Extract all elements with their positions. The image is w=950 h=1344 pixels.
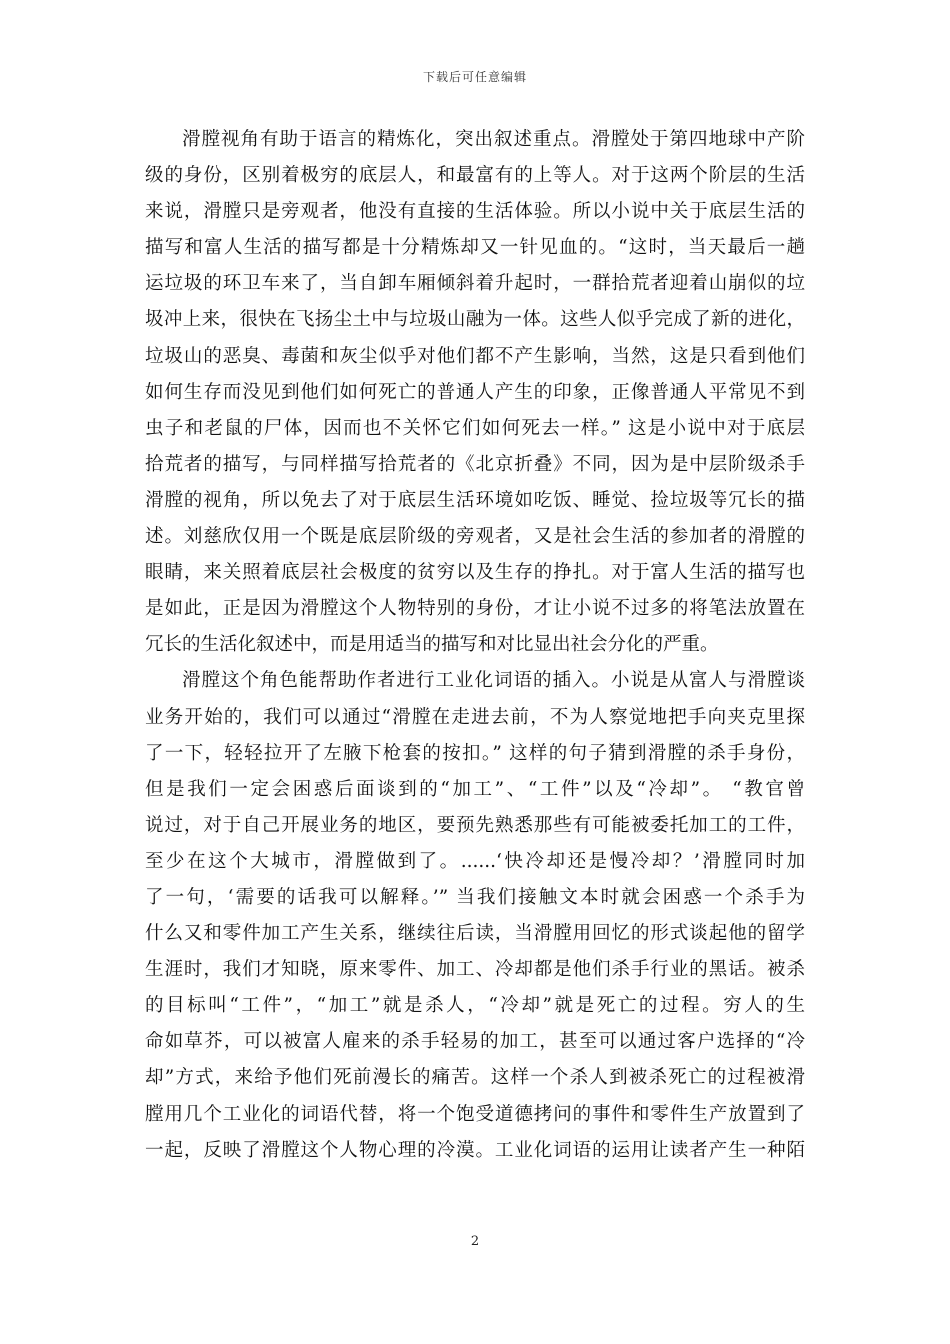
page-number: 2 xyxy=(470,1234,480,1249)
paragraph-2 xyxy=(145,663,805,1168)
page-header: 下载后可任意编辑 xyxy=(422,70,527,84)
text-line: 级的身份，区别着极穷的底层人，和最富有的上等人。对于这两个阶层的生活 xyxy=(145,165,805,187)
text-line: 圾冲上来，很快在飞扬尘土中与垃圾山融为一体。这些人似乎完成了新的进化， xyxy=(145,309,805,331)
text-line: 如何生存而没见到他们如何死亡的普通人产生的印象，正像普通人平常见不到 xyxy=(145,381,805,403)
text-line: 虫子和老鼠的尸体，因而也不关怀它们如何死去一样。” 这是小说中对于底层 xyxy=(145,417,805,439)
text-line: 拾荒者的描写，与同样描写拾荒者的《北京折叠》不同，因为是中层阶级杀手 xyxy=(145,453,805,475)
text-line: 滑膛的视角，所以免去了对于底层生活环境如吃饭、睡觉、捡垃圾等冗长的描 xyxy=(145,489,805,511)
text-line: 冗长的生活化叙述中，而是用适当的描写和对比显出社会分化的严重。 xyxy=(145,634,719,656)
text-line: 了一句，‘需要的话我可以解释。’” 当我们接触文本时就会困惑一个杀手为 xyxy=(145,886,805,908)
text-line: 至少在这个大城市，滑膛做到了。......‘快冷却还是慢冷却？’滑膛同时加 xyxy=(145,850,805,872)
text-line: 了一下，轻轻拉开了左腋下枪套的按扣。” 这样的句子猜到滑膛的杀手身份， xyxy=(145,742,805,764)
text-line: 的目标叫“工件”，“加工”就是杀人，“冷却”就是死亡的过程。穷人的生 xyxy=(145,995,805,1017)
text-line: 生涯时，我们才知晓，原来零件、加工、冷却都是他们杀手行业的黑话。被杀 xyxy=(145,959,805,981)
text-line: 业务开始的，我们可以通过“滑膛在走进去前，不为人察觉地把手向夹克里探 xyxy=(145,706,805,728)
text-line: 眼睛，来关照着底层社会极度的贫穷以及生存的挣扎。对于富人生活的描写也 xyxy=(145,562,805,584)
text-line: 但是我们一定会困惑后面谈到的“加工”、“工件”以及“冷却”。 “教官曾 xyxy=(145,778,805,800)
paragraph-1 xyxy=(145,122,805,663)
text-line: 说过，对于自己开展业务的地区，要预先熟悉那些有可能被委托加工的工件， xyxy=(145,814,805,836)
text-line: 一起，反映了滑膛这个人物心理的冷漠。工业化词语的运用让读者产生一种陌 xyxy=(145,1139,805,1161)
text-line: 滑膛这个角色能帮助作者进行工业化词语的插入。小说是从富人与滑膛谈 xyxy=(182,670,805,692)
text-line: 什么又和零件加工产生关系，继续往后读，当滑膛用回忆的形式谈起他的留学 xyxy=(145,923,805,945)
text-line: 命如草芥，可以被富人雇来的杀手轻易的加工，甚至可以通过客户选择的“冷 xyxy=(145,1031,805,1053)
text-line: 垃圾山的恶臭、毒菌和灰尘似乎对他们都不产生影响，当然，这是只看到他们 xyxy=(145,345,805,367)
text-line: 膛用几个工业化的词语代替，将一个饱受道德拷问的事件和零件生产放置到了 xyxy=(145,1103,805,1125)
text-line: 描写和富人生活的描写都是十分精炼却又一针见血的。“这时，当天最后一趟 xyxy=(145,237,805,259)
text-line: 却”方式，来给予他们死前漫长的痛苦。这样一个杀人到被杀死亡的过程被滑 xyxy=(145,1067,805,1089)
text-line: 运垃圾的环卫车来了，当自卸车厢倾斜着升起时，一群拾荒者迎着山崩似的垃 xyxy=(145,273,805,295)
document-body xyxy=(145,122,805,1169)
text-line: 是如此，正是因为滑膛这个人物特别的身份，才让小说不过多的将笔法放置在 xyxy=(145,598,805,620)
text-line: 来说，滑膛只是旁观者，他没有直接的生活体验。所以小说中关于底层生活的 xyxy=(145,201,805,223)
text-line: 滑膛视角有助于语言的精炼化，突出叙述重点。滑膛处于第四地球中产阶 xyxy=(182,129,805,150)
text-line: 述。刘慈欣仅用一个既是底层阶级的旁观者，又是社会生活的参加者的滑膛的 xyxy=(145,526,805,548)
